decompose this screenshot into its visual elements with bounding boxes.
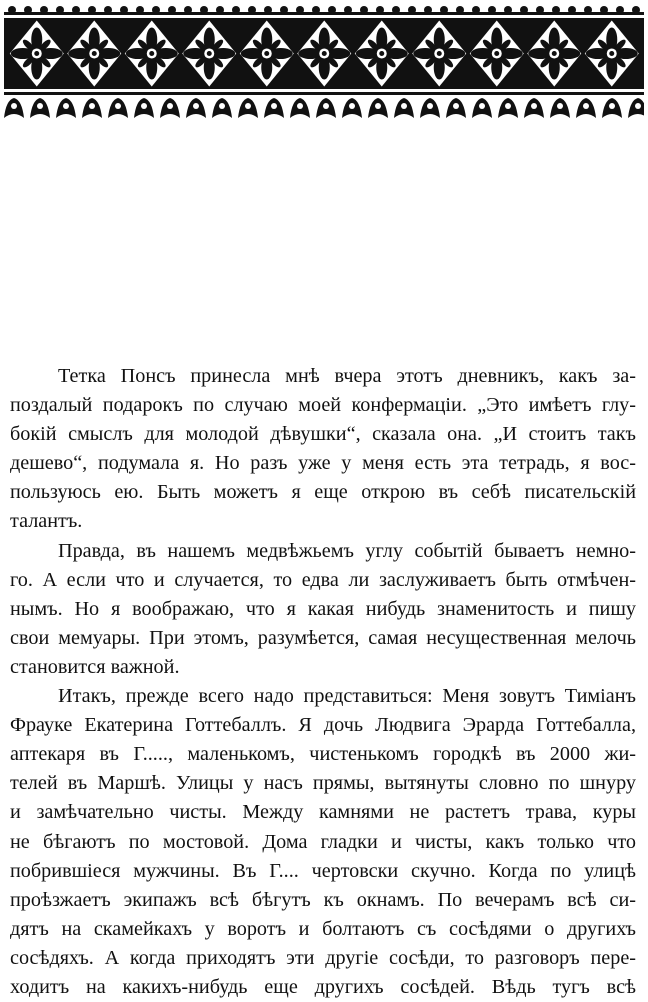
ornament-graphic [4, 6, 644, 122]
text-line: Итакъ, прежде всего надо представиться: Меня зовутъ Тиміанъ [58, 685, 636, 708]
decorative-header-ornament [4, 6, 644, 122]
text-line: сосѣдяхъ. А когда приходятъ эти другіе сосѣди, то разговоръ пере- [10, 946, 636, 969]
text-line: телей въ Маршѣ. Улицы у насъ прямы, вытянуты словно по шнуру [10, 772, 636, 795]
text-line: не бѣгаютъ по мостовой. Дома гладки и чисты, какъ только что [10, 830, 636, 853]
text-line: Фрауке Екатерина Готтебаллъ. Я дочь Людвига Эрарда Готтебалла, [10, 714, 636, 737]
text-line: свои мемуары. При этомъ, разумѣется, самая несущественная мелочь [10, 626, 636, 649]
text-line: талантъ. [10, 510, 83, 533]
text-line: Тетка Понсъ принесла мнѣ вчера этотъ дневникъ, какъ за- [58, 365, 636, 387]
text-line: бокій смыслъ для молодой дѣвушки“, сказала она. „И стоитъ такъ [10, 423, 636, 446]
text-line: поздалый подарокъ по случаю моей конфермаціи. „Это имѣетъ глу- [10, 394, 636, 417]
text-line: аптекаря въ Г....., маленькомъ, чистенькомъ городкѣ въ 2000 жи- [10, 743, 636, 766]
text-line: и замѣчательно чисты. Между камнями не растетъ трава, куры [10, 801, 636, 824]
text-line: ходитъ на какихъ-нибудь еще другихъ сосѣдей. Вѣдь тугъ всѣ [10, 975, 636, 998]
text-line: пользуюсь ею. Быть можетъ я еще открою въ себѣ писательскій [10, 481, 636, 504]
text-line: нымъ. Но я воображаю, что я какая нибудь знаменитость и пишу [10, 597, 636, 620]
page-body-text [10, 362, 636, 1002]
text-line: Правда, въ нашемъ медвѣжьемъ углу событій бываетъ немно- [58, 539, 636, 562]
text-line: го. А если что и случается, то едва ли заслуживаетъ быть отмѣчен- [10, 568, 636, 591]
text-line: дятъ на скамейкахъ у воротъ и болтаютъ съ сосѣдями о другихъ [10, 917, 636, 940]
text-line: дешево“, подумала я. Но разъ уже у меня есть эта тетрадь, я вос- [10, 452, 636, 475]
text-line: проѣзжаетъ экипажъ всѣ бѣгутъ къ окнамъ. По вечерамъ всѣ си- [10, 888, 636, 911]
text-line: становится важной. [10, 655, 180, 678]
text-line: побрившіеся мужчины. Въ Г.... чертовски скучно. Когда по улицѣ [10, 859, 636, 882]
